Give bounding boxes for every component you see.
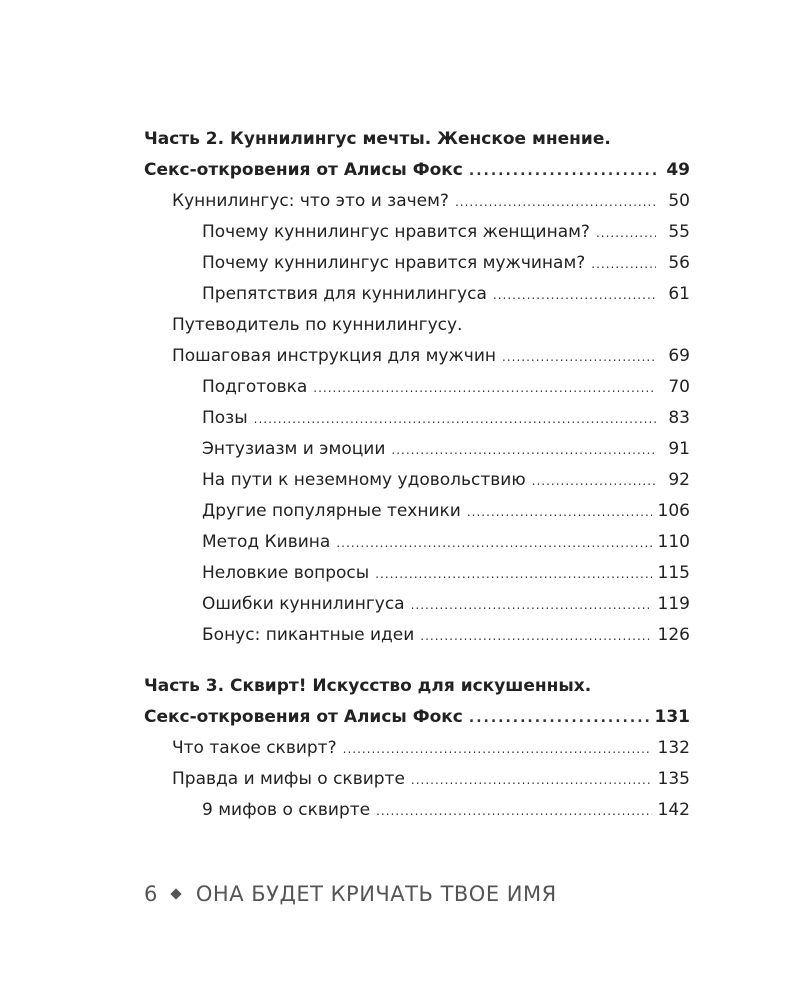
- entry-title: Ошибки куннилингуса: [202, 594, 405, 614]
- toc-entry: [144, 733, 690, 764]
- page-number: 55: [668, 222, 690, 242]
- entry-title: Бонус: пикантные идеи: [202, 625, 415, 645]
- dot-leader: [469, 156, 656, 187]
- entry-title: Позы: [202, 408, 248, 428]
- toc-entry: [144, 279, 690, 310]
- page-number: 91: [668, 439, 690, 459]
- page-number: 92: [668, 470, 690, 490]
- dot-leader: [591, 249, 656, 280]
- page-number: 50: [668, 191, 690, 211]
- dot-leader: [502, 342, 656, 373]
- page-number: 115: [657, 563, 690, 583]
- toc-entry: [144, 341, 690, 372]
- part3-title-line1: [144, 671, 690, 702]
- dot-leader: [391, 435, 656, 466]
- part-subtitle: Секс-откровения от Алисы Фокс: [144, 160, 463, 180]
- toc-entry: [144, 186, 690, 217]
- page-number: 119: [657, 594, 690, 614]
- toc-entry: [144, 620, 690, 651]
- entry-title: Другие популярные техники: [202, 501, 461, 521]
- entry-title: Путеводитель по куннилингусу.: [172, 315, 463, 335]
- part3-title-line2: [144, 702, 690, 733]
- entry-title: Неловкие вопросы: [202, 563, 370, 583]
- part-title: Часть 2. Куннилингус мечты. Женское мнение.: [144, 129, 611, 149]
- page-number: 142: [657, 800, 690, 820]
- toc-entry: [144, 465, 690, 496]
- dot-leader: [469, 703, 649, 734]
- toc-entry: [144, 403, 690, 434]
- section-spacer: [144, 651, 690, 671]
- entry-title: На пути к неземному удовольствию: [202, 470, 526, 490]
- dot-leader: [336, 528, 651, 559]
- dot-leader: [467, 497, 652, 528]
- page-number: 56: [668, 253, 690, 273]
- page-number: 49: [666, 160, 690, 180]
- entry-title: Куннилингус: что это и зачем?: [172, 191, 449, 211]
- dot-leader: [420, 621, 651, 652]
- dot-leader: [254, 404, 656, 435]
- part-title: Часть 3. Сквирт! Искусство для искушенных.: [144, 676, 592, 696]
- page-number: 61: [668, 284, 690, 304]
- part2-title-line2: [144, 155, 690, 186]
- dot-leader: [532, 466, 656, 497]
- dot-leader: [493, 280, 656, 311]
- dot-leader: [376, 796, 651, 827]
- entry-title: Метод Кивина: [202, 532, 331, 552]
- footer-page-number: 6: [144, 882, 158, 906]
- page-number: 126: [657, 625, 690, 645]
- toc-entry: [144, 217, 690, 248]
- diamond-icon: [170, 888, 181, 899]
- page-footer: [144, 882, 557, 906]
- dot-leader: [596, 218, 656, 249]
- toc-entry: [144, 795, 690, 826]
- toc-entry: [144, 764, 690, 795]
- entry-title: Правда и мифы о сквирте: [172, 769, 405, 789]
- toc-entry: [144, 527, 690, 558]
- entry-title: Препятствия для куннилингуса: [202, 284, 487, 304]
- dot-leader: [411, 590, 652, 621]
- toc-entry: [144, 434, 690, 465]
- dot-leader: [375, 559, 651, 590]
- entry-title: Энтузиазм и эмоции: [202, 439, 386, 459]
- page-number: 69: [668, 346, 690, 366]
- page-number: 110: [657, 532, 690, 552]
- part2-title-line1: [144, 124, 690, 155]
- toc-entry: [144, 589, 690, 620]
- dot-leader: [313, 373, 656, 404]
- entry-title: 9 мифов о сквирте: [202, 800, 371, 820]
- dot-leader: [411, 765, 652, 796]
- part-subtitle: Секс-откровения от Алисы Фокс: [144, 707, 463, 727]
- page-number: 70: [668, 377, 690, 397]
- toc-entry: [144, 496, 690, 527]
- entry-title: Пошаговая инструкция для мужчин: [172, 346, 496, 366]
- dot-leader: [343, 734, 652, 765]
- toc-entry: [144, 248, 690, 279]
- footer-book-title: ОНА БУДЕТ КРИЧАТЬ ТВОЕ ИМЯ: [195, 882, 557, 906]
- toc-entry: [144, 558, 690, 589]
- toc-entry: [144, 310, 690, 341]
- page-number: 132: [657, 738, 690, 758]
- page-number: 135: [657, 769, 690, 789]
- entry-title: Что такое сквирт?: [172, 738, 337, 758]
- page-number: 131: [654, 707, 690, 727]
- entry-title: Почему куннилингус нравится женщинам?: [202, 222, 590, 242]
- table-of-contents: [144, 124, 690, 826]
- page-number: 83: [668, 408, 690, 428]
- toc-entry: [144, 372, 690, 403]
- dot-leader: [455, 187, 656, 218]
- entry-title: Почему куннилингус нравится мужчинам?: [202, 253, 586, 273]
- entry-title: Подготовка: [202, 377, 308, 397]
- page-number: 106: [657, 501, 690, 521]
